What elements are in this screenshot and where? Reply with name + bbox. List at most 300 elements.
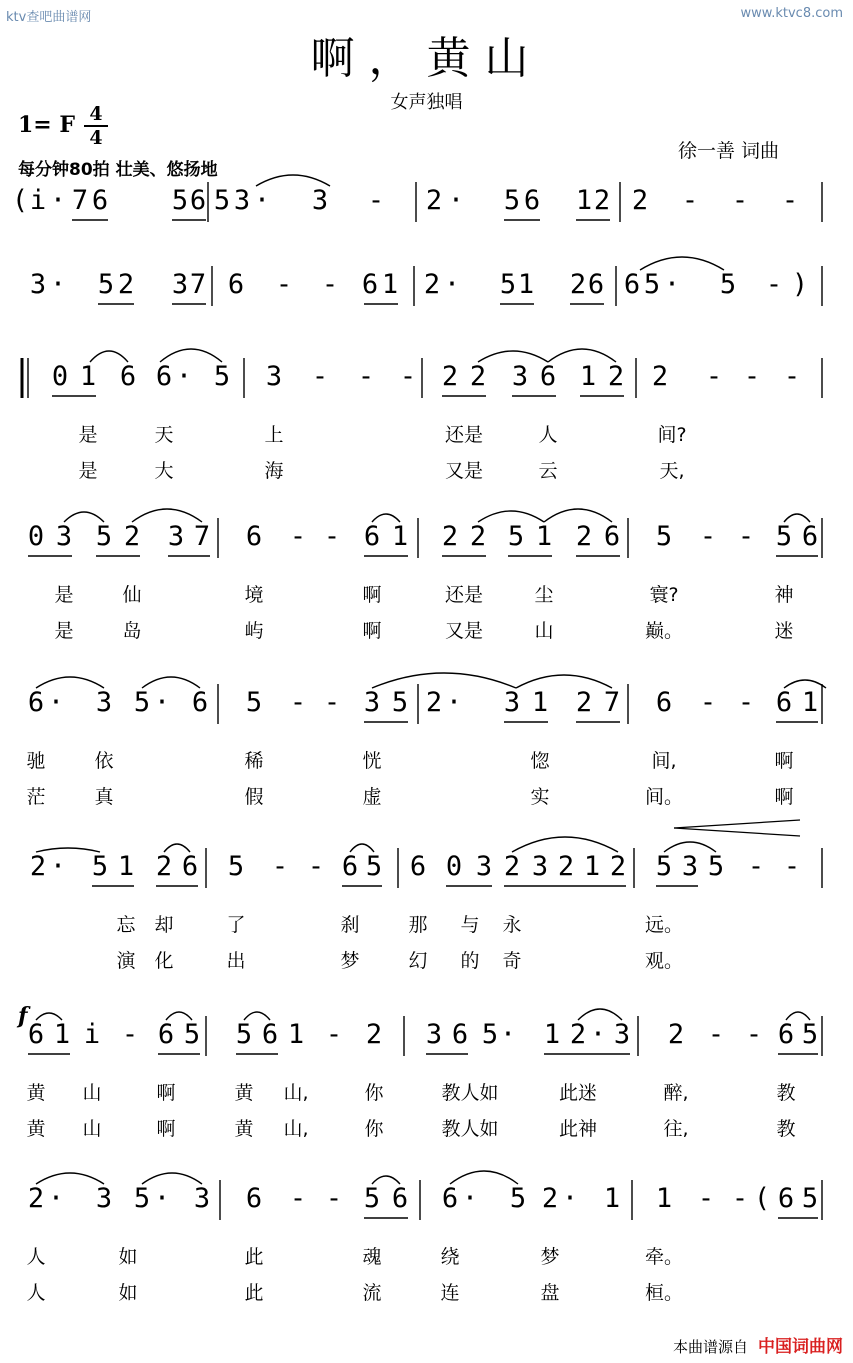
note: 5 xyxy=(503,185,521,216)
lyric-verse-1: 此 xyxy=(244,1246,264,1268)
note: 5 xyxy=(183,1019,201,1050)
note: 3 xyxy=(503,687,521,718)
lyric-verse-1: 上 xyxy=(264,424,284,446)
note: - xyxy=(707,1019,725,1050)
note: 5 xyxy=(91,851,109,882)
note: 6 xyxy=(523,185,541,216)
note: 3 xyxy=(55,521,73,552)
note: 1 xyxy=(53,1019,71,1050)
lyric-verse-2: 屿 xyxy=(244,620,264,642)
lyric-verse-2: 山 xyxy=(82,1118,102,1140)
lyric-verse-2: 出 xyxy=(226,950,246,972)
note: 2 xyxy=(607,361,625,392)
lyric-verse-2: 奇 xyxy=(502,950,522,972)
watermark-left: ktv查吧曲谱网 xyxy=(6,10,92,25)
note: · xyxy=(447,185,465,216)
note: 2 xyxy=(503,851,521,882)
note: 5 xyxy=(481,1019,499,1050)
note: · xyxy=(49,269,67,300)
note: - xyxy=(275,269,293,300)
note: · xyxy=(49,185,67,216)
lyric-verse-2: 此神 xyxy=(558,1118,598,1140)
lyric-verse-1: 间, xyxy=(651,750,677,772)
note: - xyxy=(399,361,417,392)
note: 5 xyxy=(719,269,737,300)
lyric-verse-2: 海 xyxy=(264,460,284,482)
note: 6 xyxy=(27,687,45,718)
note: - xyxy=(765,269,783,300)
lyric-verse-1: 如 xyxy=(118,1246,138,1268)
note: 5 xyxy=(365,851,383,882)
lyric-verse-1: 牵。 xyxy=(644,1246,684,1268)
slur xyxy=(516,675,612,688)
note: - xyxy=(699,521,717,552)
note: i xyxy=(83,1019,101,1050)
slur xyxy=(256,175,330,186)
lyric-verse-1: 绕 xyxy=(440,1246,460,1268)
note: 6 xyxy=(191,687,209,718)
note: 2 xyxy=(609,851,627,882)
lyric-verse-1: 人 xyxy=(538,424,558,446)
lyric-verse-1: 间? xyxy=(657,424,687,446)
note: - xyxy=(697,1183,715,1214)
note: - xyxy=(743,361,761,392)
lyric-verse-2: 化 xyxy=(154,950,174,972)
note: 5 xyxy=(171,185,189,216)
lyric-verse-2: 梦 xyxy=(340,950,360,972)
note: · xyxy=(461,1183,479,1214)
lyric-verse-1: 天 xyxy=(154,424,174,446)
note: 6 xyxy=(441,1183,459,1214)
note: - xyxy=(705,361,723,392)
lyric-verse-2: 此 xyxy=(244,1282,264,1304)
note: 5 xyxy=(133,687,151,718)
note: - xyxy=(121,1019,139,1050)
note: 2 xyxy=(425,687,443,718)
lyric-verse-2: 人 xyxy=(26,1282,46,1304)
lyric-verse-2: 山 xyxy=(534,620,554,642)
lyric-verse-2: 连 xyxy=(440,1282,460,1304)
note: - xyxy=(783,851,801,882)
slur xyxy=(544,509,612,522)
note: 1 xyxy=(287,1019,305,1050)
note: 3 xyxy=(265,361,283,392)
note: 1 xyxy=(531,687,549,718)
note: 6 xyxy=(777,1183,795,1214)
note: 2 xyxy=(569,269,587,300)
note: 7 xyxy=(71,185,89,216)
lyric-verse-2: 教人如 xyxy=(441,1118,499,1140)
lyric-verse-2: 流 xyxy=(362,1282,382,1304)
lyric-verse-1: 与 xyxy=(460,914,480,936)
lyric-verse-1: 山, xyxy=(283,1082,309,1104)
note: 1 xyxy=(583,851,601,882)
lyric-verse-2: 教 xyxy=(776,1118,796,1140)
note: 5 xyxy=(643,269,661,300)
key-signature: 1= F xyxy=(18,112,76,138)
lyric-verse-2: 幻 xyxy=(408,950,428,972)
note: 6 xyxy=(189,185,207,216)
lyric-verse-2: 间。 xyxy=(644,786,684,808)
note: 5 xyxy=(391,687,409,718)
note: 3 xyxy=(95,1183,113,1214)
slur xyxy=(478,511,544,522)
note: 1 xyxy=(381,269,399,300)
lyric-verse-1: 依 xyxy=(94,750,114,772)
note: 7 xyxy=(603,687,621,718)
note: - xyxy=(289,1183,307,1214)
note: 1 xyxy=(579,361,597,392)
note: ) xyxy=(791,269,809,300)
note: - xyxy=(321,269,339,300)
note: 5 xyxy=(227,851,245,882)
lyric-verse-2: 往, xyxy=(663,1118,689,1140)
note: 3 xyxy=(363,687,381,718)
note: 6 xyxy=(539,361,557,392)
note: 0 xyxy=(27,521,45,552)
note: 2 xyxy=(365,1019,383,1050)
note: · xyxy=(253,185,271,216)
lyric-verse-2: 实 xyxy=(530,786,550,808)
song-subtitle: 女声独唱 xyxy=(390,92,463,113)
slur xyxy=(36,677,104,688)
note: - xyxy=(745,1019,763,1050)
note: 3 xyxy=(29,269,47,300)
note: 2 xyxy=(667,1019,685,1050)
note: - xyxy=(367,185,385,216)
lyric-verse-1: 还是 xyxy=(444,584,484,606)
note: 1 xyxy=(391,521,409,552)
slur xyxy=(90,351,128,362)
note: 3 xyxy=(681,851,699,882)
note: 6 xyxy=(245,1183,263,1214)
note: 6 xyxy=(391,1183,409,1214)
note: · xyxy=(445,687,463,718)
lyric-verse-1: 教 xyxy=(776,1082,796,1104)
note: ( xyxy=(11,185,29,216)
lyric-verse-1: 黄 xyxy=(234,1082,254,1104)
slur xyxy=(784,514,810,522)
note: 2 xyxy=(651,361,669,392)
note: · xyxy=(153,1183,171,1214)
lyric-verse-1: 是 xyxy=(54,584,74,606)
lyric-verse-1: 你 xyxy=(364,1082,384,1104)
note: 2 xyxy=(441,521,459,552)
note: 5 xyxy=(95,521,113,552)
note: 5 xyxy=(133,1183,151,1214)
note: - xyxy=(781,185,799,216)
note: 2 xyxy=(27,1183,45,1214)
slur xyxy=(640,257,724,270)
note: 6 xyxy=(363,521,381,552)
lyric-verse-2: 啊 xyxy=(774,786,794,808)
note: · xyxy=(561,1183,579,1214)
note: 2 xyxy=(469,361,487,392)
lyric-verse-1: 啊 xyxy=(156,1082,176,1104)
lyric-verse-1: 惚 xyxy=(530,750,550,772)
watermark-right: www.ktvc8.com xyxy=(740,6,843,21)
lyric-verse-1: 寰? xyxy=(649,584,679,606)
lyric-verse-1: 人 xyxy=(26,1246,46,1268)
note: - xyxy=(325,1183,343,1214)
note: 2 xyxy=(117,269,135,300)
note: - xyxy=(783,361,801,392)
lyric-verse-2: 天, xyxy=(659,460,685,482)
lyric-verse-2: 黄 xyxy=(26,1118,46,1140)
lyric-verse-2: 云 xyxy=(538,460,558,482)
note: - xyxy=(731,1183,749,1214)
slur xyxy=(664,842,716,852)
note: 1 xyxy=(655,1183,673,1214)
dynamic-forte: f xyxy=(18,1003,28,1029)
note: 1 xyxy=(117,851,135,882)
note: 1 xyxy=(603,1183,621,1214)
lyric-verse-1: 恍 xyxy=(362,750,382,772)
slur xyxy=(450,1171,518,1184)
note: · xyxy=(499,1019,517,1050)
lyric-verse-2: 茫 xyxy=(26,786,46,808)
footer-credit xyxy=(673,1332,843,1357)
note: - xyxy=(323,687,341,718)
lyric-verse-1: 山 xyxy=(82,1082,102,1104)
lyric-verse-2: 桓。 xyxy=(644,1282,684,1304)
lyric-verse-2: 盘 xyxy=(540,1282,560,1304)
lyric-verse-1: 却 xyxy=(154,914,174,936)
note: 5 xyxy=(213,361,231,392)
note: 7 xyxy=(193,521,211,552)
note: 2 xyxy=(575,687,593,718)
note: - xyxy=(747,851,765,882)
note: · xyxy=(589,1019,607,1050)
note: - xyxy=(731,185,749,216)
note: i xyxy=(29,185,47,216)
note: · xyxy=(47,1183,65,1214)
lyric-verse-1: 仙 xyxy=(122,584,142,606)
note: 2 xyxy=(423,269,441,300)
note: 6 xyxy=(181,851,199,882)
note: 6 xyxy=(27,1019,45,1050)
note: - xyxy=(311,361,329,392)
slur xyxy=(36,1013,62,1020)
note: 5 xyxy=(97,269,115,300)
note: 5 xyxy=(801,1183,819,1214)
lyric-verse-1: 稀 xyxy=(244,750,264,772)
note: 1 xyxy=(79,361,97,392)
lyric-verse-1: 远。 xyxy=(644,914,684,936)
note: 6 xyxy=(119,361,137,392)
lyric-verse-1: 醉, xyxy=(663,1082,689,1104)
note: 6 xyxy=(341,851,359,882)
note: 3 xyxy=(511,361,529,392)
note: 2 xyxy=(469,521,487,552)
note: 6 xyxy=(409,851,427,882)
note: 2 xyxy=(557,851,575,882)
slur xyxy=(64,512,104,522)
lyric-verse-1: 还是 xyxy=(444,424,484,446)
note: 5 xyxy=(801,1019,819,1050)
lyric-verse-1: 尘 xyxy=(534,584,554,606)
slur xyxy=(166,1012,192,1020)
time-signature-bottom: 4 xyxy=(89,127,103,149)
note: 6 xyxy=(91,185,109,216)
note: 2 xyxy=(155,851,173,882)
lyric-verse-1: 黄 xyxy=(26,1082,46,1104)
note: - xyxy=(323,521,341,552)
lyric-verse-2: 大 xyxy=(154,460,174,482)
note: 0 xyxy=(445,851,463,882)
slur xyxy=(786,1012,810,1020)
lyric-verse-1: 那 xyxy=(408,914,428,936)
note: 3 xyxy=(171,269,189,300)
lyric-verse-1: 教人如 xyxy=(441,1082,499,1104)
note: 5 xyxy=(507,521,525,552)
note: 6 xyxy=(801,521,819,552)
note: 2 xyxy=(425,185,443,216)
lyric-verse-1: 啊 xyxy=(362,584,382,606)
note: 6 xyxy=(775,687,793,718)
lyric-verse-2: 假 xyxy=(244,786,264,808)
note: · xyxy=(663,269,681,300)
note: ( xyxy=(753,1183,771,1214)
note: 6 xyxy=(623,269,641,300)
note: 6 xyxy=(587,269,605,300)
note: 3 xyxy=(167,521,185,552)
note: 3 xyxy=(613,1019,631,1050)
note: · xyxy=(153,687,171,718)
slur xyxy=(478,351,548,362)
song-title: 啊，黄山 xyxy=(310,33,543,84)
lyric-verse-1: 魂 xyxy=(362,1246,382,1268)
slur xyxy=(244,1012,270,1020)
lyric-verse-2: 是 xyxy=(54,620,74,642)
note: 6 xyxy=(777,1019,795,1050)
slur xyxy=(372,514,400,522)
lyric-verse-1: 刹 xyxy=(340,914,360,936)
note: 6 xyxy=(361,269,379,300)
lyric-verse-2: 巅。 xyxy=(644,620,684,642)
note: 1 xyxy=(575,185,593,216)
composer-credit: 徐一善 词曲 xyxy=(678,140,780,162)
lyric-verse-2: 又是 xyxy=(444,460,484,482)
footer-site-name: 中国词曲网 xyxy=(758,1337,843,1357)
note: 6 xyxy=(227,269,245,300)
slur xyxy=(36,1173,104,1184)
note: 3 xyxy=(95,687,113,718)
note: 0 xyxy=(51,361,69,392)
lyric-verse-1: 啊 xyxy=(774,750,794,772)
crescendo-hairpin-bottom xyxy=(674,828,800,836)
note: - xyxy=(289,521,307,552)
lyric-verse-2: 山, xyxy=(283,1118,309,1140)
lyric-verse-2: 你 xyxy=(364,1118,384,1140)
slur xyxy=(164,844,190,852)
note: 1 xyxy=(517,269,535,300)
lyric-verse-2: 迷 xyxy=(774,620,794,642)
note: 2 xyxy=(569,1019,587,1050)
note: 3 xyxy=(193,1183,211,1214)
note: 5 xyxy=(213,185,231,216)
lyric-verse-2: 黄 xyxy=(234,1118,254,1140)
lyric-verse-1: 了 xyxy=(226,914,246,936)
note: 5 xyxy=(363,1183,381,1214)
lyric-verse-1: 驰 xyxy=(26,750,46,772)
slur xyxy=(548,349,616,362)
note: 3 xyxy=(233,185,251,216)
time-signature-top: 4 xyxy=(89,103,103,125)
lyric-verse-2: 如 xyxy=(118,1282,138,1304)
slur xyxy=(512,837,618,852)
note: 1 xyxy=(535,521,553,552)
note: 6 xyxy=(261,1019,279,1050)
note: 5 xyxy=(235,1019,253,1050)
note: · xyxy=(49,851,67,882)
note: - xyxy=(737,521,755,552)
note: - xyxy=(681,185,699,216)
slur xyxy=(36,848,100,852)
lyric-verse-2: 观。 xyxy=(644,950,684,972)
note: 5 xyxy=(707,851,725,882)
lyric-verse-1: 此迷 xyxy=(558,1082,598,1104)
note: 3 xyxy=(531,851,549,882)
note: - xyxy=(699,687,717,718)
slur xyxy=(132,509,202,522)
slur xyxy=(784,680,826,688)
crescendo-hairpin-top xyxy=(674,820,800,828)
note: · xyxy=(47,687,65,718)
note: 5 xyxy=(655,851,673,882)
note: · xyxy=(175,361,193,392)
note: 2 xyxy=(441,361,459,392)
note: 2 xyxy=(575,521,593,552)
note: 3 xyxy=(475,851,493,882)
note: - xyxy=(737,687,755,718)
lyric-verse-2: 岛 xyxy=(122,620,142,642)
lyric-verse-2: 演 xyxy=(116,950,136,972)
note: 1 xyxy=(543,1019,561,1050)
slur xyxy=(372,673,516,688)
slur xyxy=(160,349,222,362)
note: - xyxy=(289,687,307,718)
note: - xyxy=(271,851,289,882)
lyric-verse-2: 虚 xyxy=(362,786,382,808)
note: 5 xyxy=(499,269,517,300)
footer-source-label: 本曲谱源自 xyxy=(672,1338,748,1356)
lyric-verse-2: 是 xyxy=(78,460,98,482)
note: 6 xyxy=(603,521,621,552)
lyric-verse-1: 境 xyxy=(244,584,264,606)
note: 5 xyxy=(245,687,263,718)
lyric-verse-1: 忘 xyxy=(116,914,136,936)
note: 2 xyxy=(541,1183,559,1214)
slur xyxy=(372,1176,400,1184)
lyric-verse-2: 啊 xyxy=(362,620,382,642)
note: 6 xyxy=(157,1019,175,1050)
note: 7 xyxy=(189,269,207,300)
note: - xyxy=(325,1019,343,1050)
slur xyxy=(578,1009,622,1020)
note: - xyxy=(307,851,325,882)
lyric-verse-2: 啊 xyxy=(156,1118,176,1140)
note: 3 xyxy=(425,1019,443,1050)
lyric-verse-1: 神 xyxy=(774,584,794,606)
note: 1 xyxy=(801,687,819,718)
note: · xyxy=(443,269,461,300)
note: 5 xyxy=(655,521,673,552)
slur xyxy=(142,677,200,688)
lyric-verse-1: 是 xyxy=(78,424,98,446)
note: 2 xyxy=(123,521,141,552)
lyric-verse-2: 的 xyxy=(460,950,480,972)
